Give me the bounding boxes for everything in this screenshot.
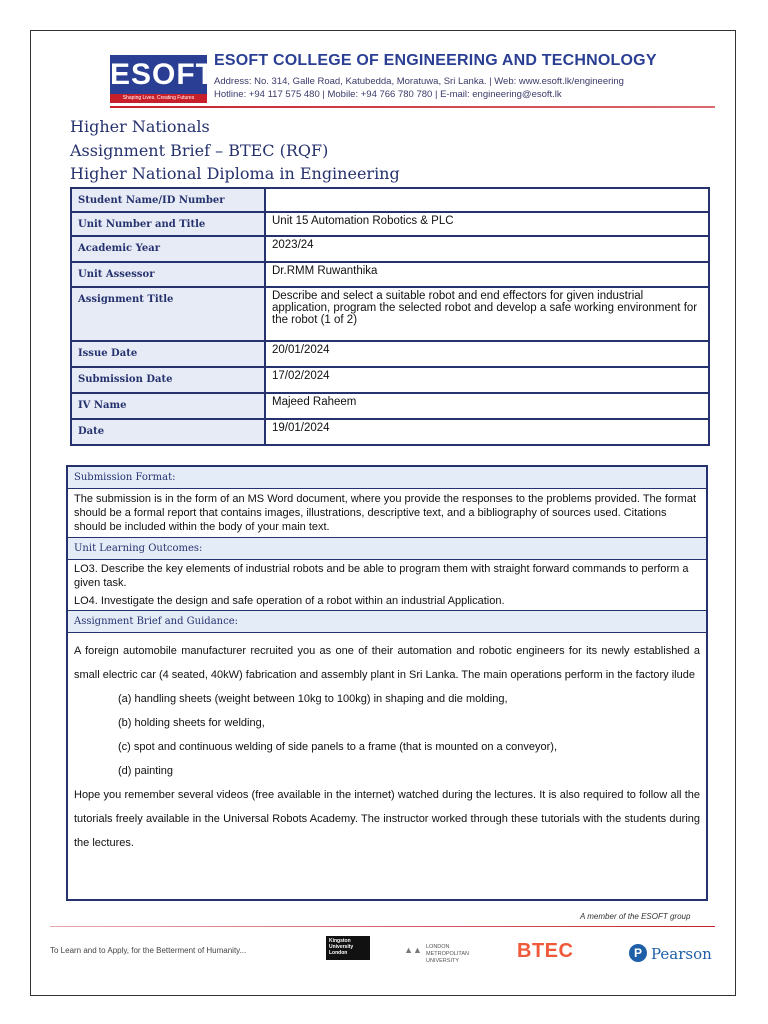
- row-value: 2023/24: [265, 236, 709, 262]
- member-text: A member of the ESOFT group: [580, 912, 691, 921]
- table-row: [71, 287, 709, 341]
- row-value: 17/02/2024: [265, 367, 709, 393]
- college-name: ESOFT COLLEGE OF ENGINEERING AND TECHNOLOGY: [214, 52, 657, 69]
- row-label: Date: [71, 419, 265, 445]
- row-label: Student Name/ID Number: [71, 188, 265, 212]
- list-item: (c) spot and continuous welding of side panels to a frame (that is mounted on a conveyor),: [118, 741, 558, 753]
- table-row: [71, 393, 709, 419]
- table-row: [71, 212, 709, 236]
- contact-line: Hotline: +94 117 575 480 | Mobile: +94 766 780 780 | E-mail: engineering@esoft.lk: [214, 89, 562, 100]
- row-label: Assignment Title: [71, 287, 265, 341]
- pearson-logo: Pearson: [651, 945, 712, 963]
- footer-divider: [50, 926, 715, 927]
- row-value: 20/01/2024: [265, 341, 709, 367]
- assignment-guidance-box: [66, 465, 708, 901]
- submission-format-text: The submission is in the form of an MS Word document, where you provide the responses to the problems provided. The format should be a formal report that contains images, illustrations, descriptive text, and a bibliography of sources used. Citations should be included within the body of your main text.: [74, 493, 697, 533]
- row-label: Unit Number and Title: [71, 212, 265, 236]
- london-met-icon: ▲▲: [404, 945, 422, 955]
- brief-closing: Hope you remember several videos (free available in the internet) watched during the lectures. It is also required to follow all the tutorials freely available in the Universal Robots Academy. The instructor worked through these tutorials with the students during the lectures.: [74, 789, 700, 849]
- kingston-logo: Kingston University London: [326, 936, 370, 960]
- logo-tagline: Shaping Lives. Creating Futures: [110, 94, 207, 103]
- learning-outcomes-heading: Unit Learning Outcomes:: [68, 537, 706, 560]
- row-value: Describe and select a suitable robot and end effectors for given industrial application, program the selected robot and develop a safe working environment for the robot (1 of 2): [265, 287, 709, 341]
- submission-format-heading: Submission Format:: [68, 467, 706, 489]
- list-item: (b) holding sheets for welding,: [118, 717, 265, 729]
- brief-intro: A foreign automobile manufacturer recruited you as one of their automation and robotic engineers for its newly established a small electric car (4 seated, 40kW) fabrication and assembly plant in Sri Lanka. The main operations perform in the factory ilude: [74, 645, 700, 681]
- title-assignment-brief: Assignment Brief – BTEC (RQF): [70, 141, 329, 160]
- row-label: Issue Date: [71, 341, 265, 367]
- row-value: Majeed Raheem: [265, 393, 709, 419]
- footer-motto: To Learn and to Apply, for the Betterment of Humanity...: [50, 946, 247, 955]
- row-value: Dr.RMM Ruwanthika: [265, 262, 709, 287]
- address-line: Address: No. 314, Galle Road, Katubedda, Moratuwa, Sri Lanka. | Web: www.esoft.lk/engineering: [214, 76, 624, 87]
- table-row: [71, 188, 709, 212]
- btec-logo: BTEC: [517, 940, 574, 962]
- row-label: IV Name: [71, 393, 265, 419]
- row-label: Unit Assessor: [71, 262, 265, 287]
- logo-text: ESOFT: [110, 58, 216, 91]
- table-row: [71, 236, 709, 262]
- row-label: Submission Date: [71, 367, 265, 393]
- table-row: [71, 341, 709, 367]
- learning-outcome-lo4: LO4. Investigate the design and safe operation of a robot within an industrial Application.: [74, 595, 505, 607]
- assignment-info-table: [70, 187, 710, 446]
- london-met-logo: LONDON METROPOLITAN UNIVERSITY: [426, 944, 469, 964]
- operations-list: [68, 687, 706, 783]
- title-diploma: Higher National Diploma in Engineering: [70, 164, 400, 183]
- list-item: (d) painting: [118, 765, 174, 777]
- row-label: Academic Year: [71, 236, 265, 262]
- esoft-logo: [110, 55, 216, 103]
- title-higher-nationals: Higher Nationals: [70, 117, 210, 136]
- pearson-icon: P: [629, 944, 647, 962]
- brief-guidance-heading: Assignment Brief and Guidance:: [68, 610, 706, 633]
- table-row: [71, 367, 709, 393]
- row-value: Unit 15 Automation Robotics & PLC: [265, 212, 709, 236]
- table-row: [71, 262, 709, 287]
- row-value: 19/01/2024: [265, 419, 709, 445]
- row-value: [265, 188, 709, 212]
- table-row: [71, 419, 709, 445]
- learning-outcome-lo3: LO3. Describe the key elements of industrial robots and be able to program them with straight forward commands to perform a given task.: [74, 563, 689, 589]
- list-item: (a) handling sheets (weight between 10kg to 100kg) in shaping and die molding,: [118, 693, 508, 705]
- header-divider: [110, 106, 715, 108]
